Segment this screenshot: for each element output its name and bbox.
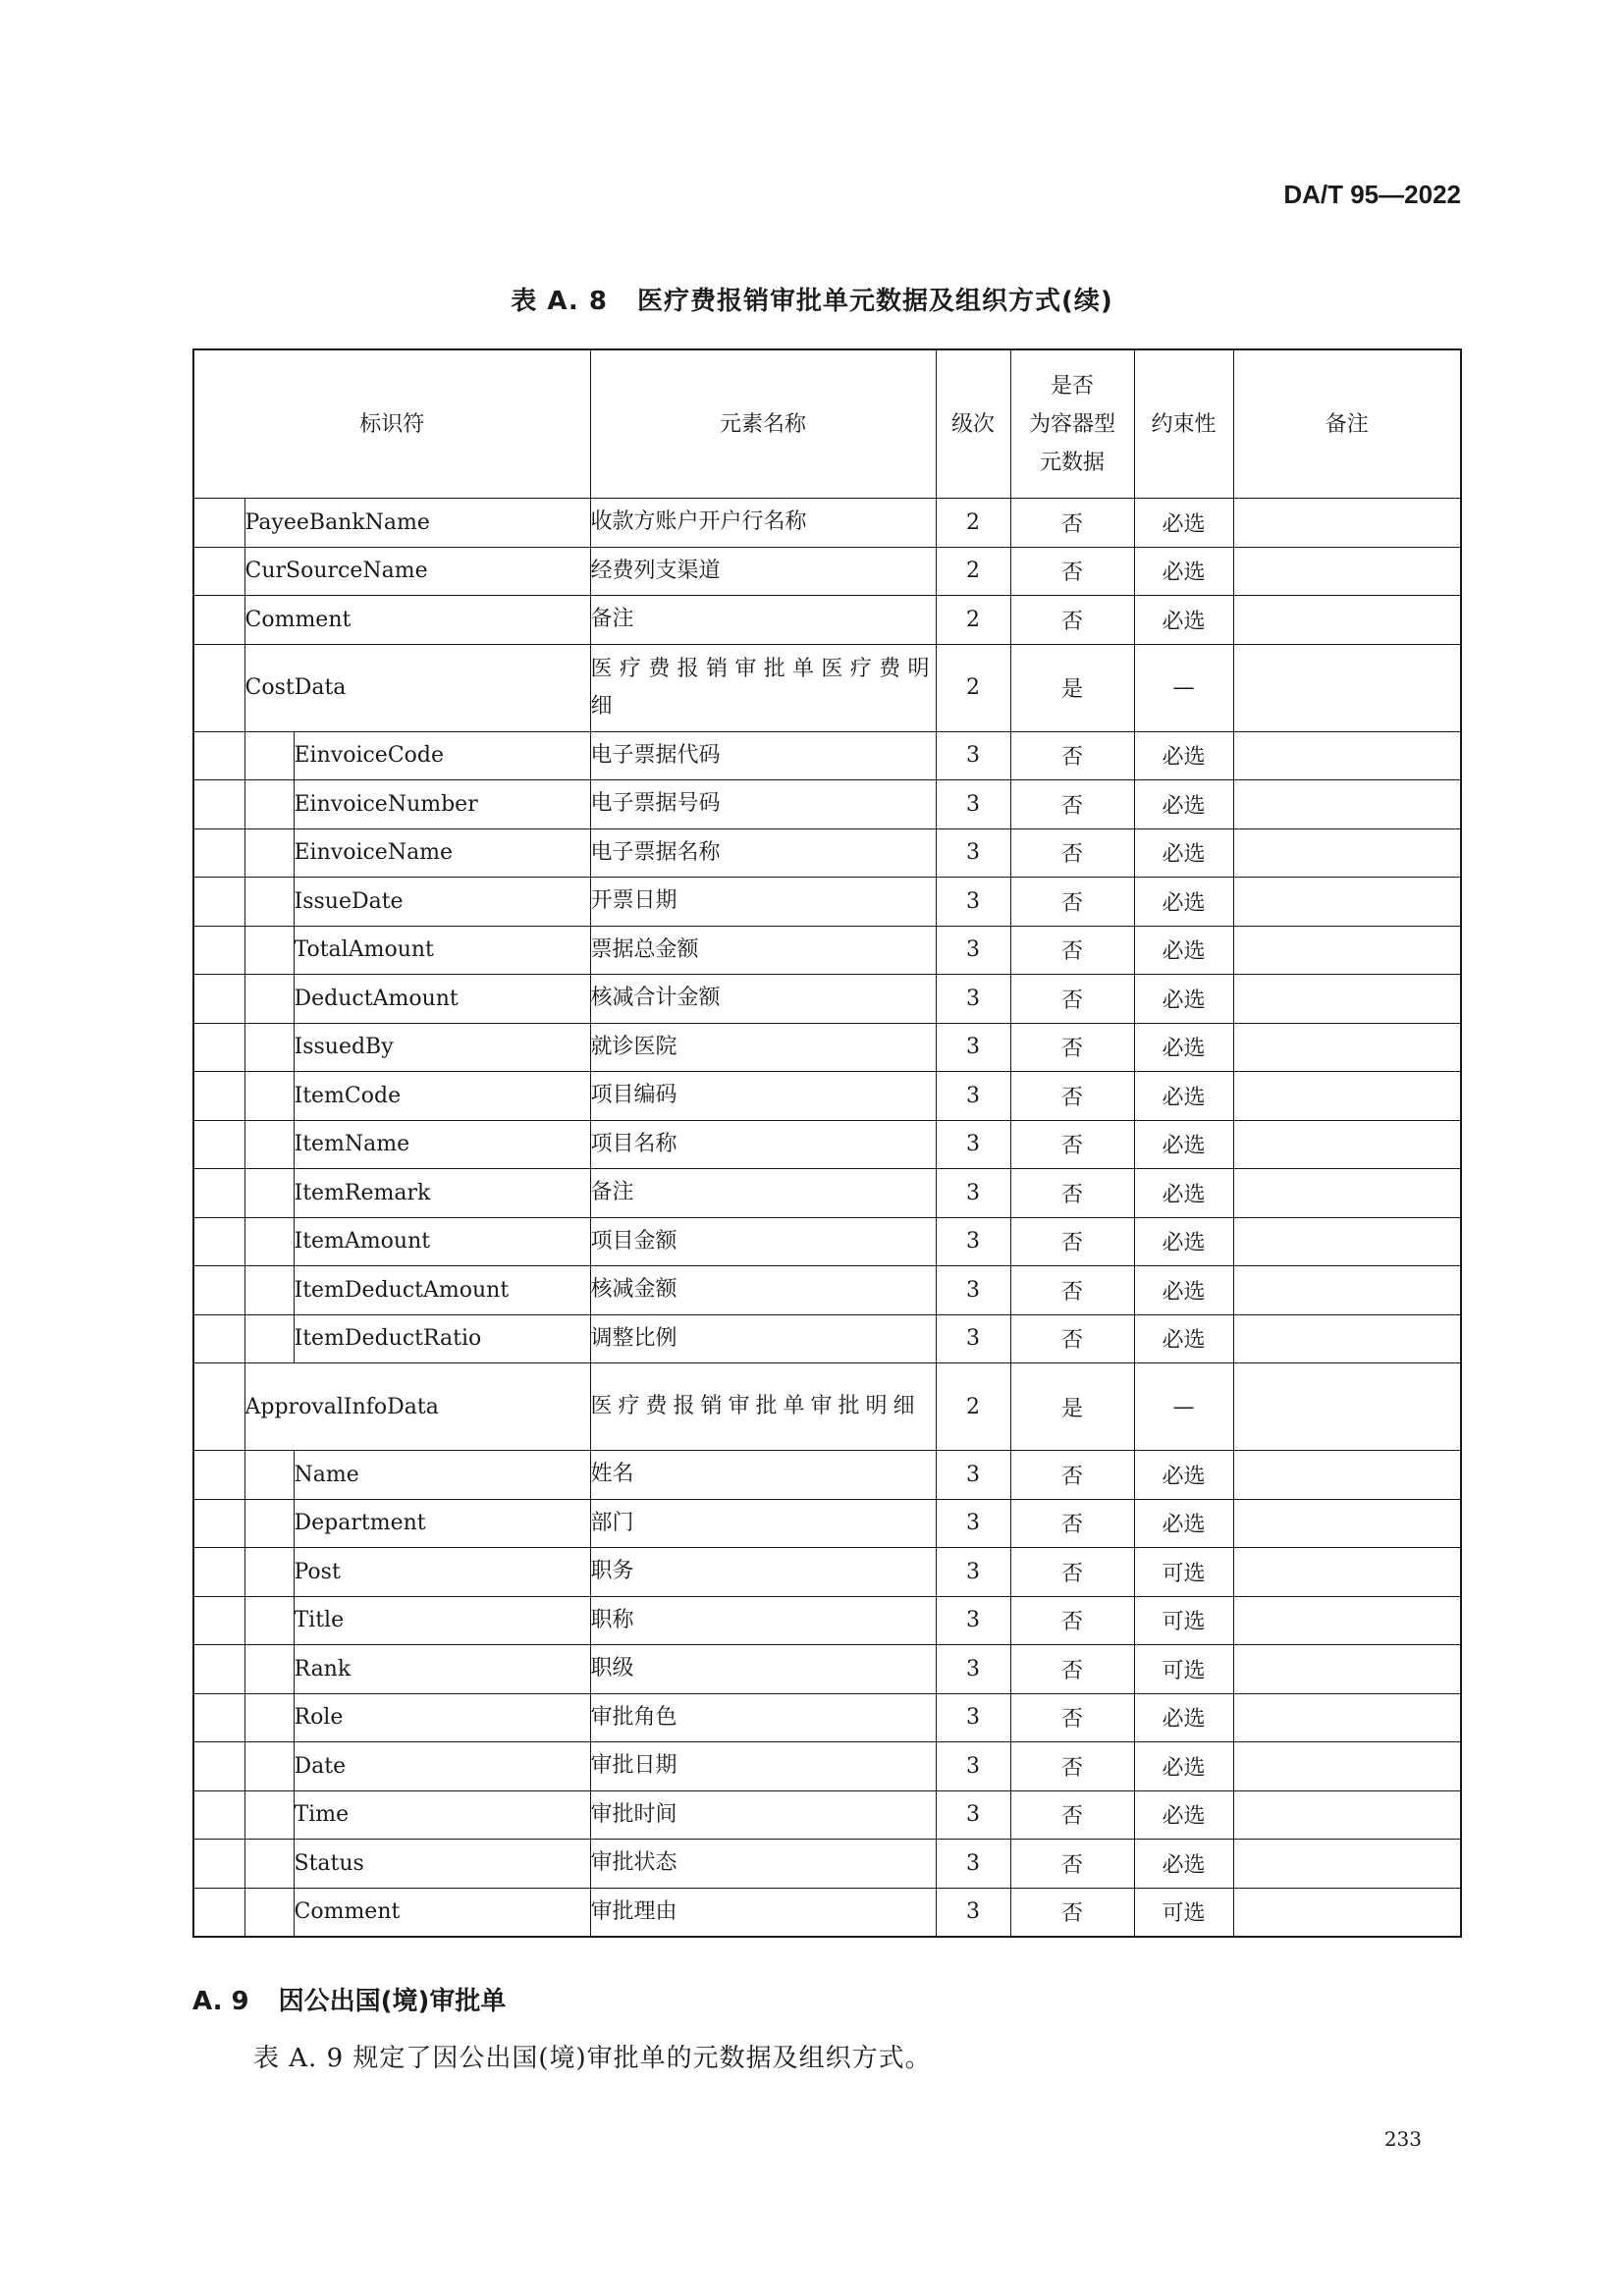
cell-container: 否 xyxy=(1010,780,1134,829)
indent-cell xyxy=(193,1314,244,1363)
cell-remark xyxy=(1233,1023,1461,1072)
cell-level: 3 xyxy=(936,1548,1010,1597)
cell-remark xyxy=(1233,1548,1461,1597)
cell-constraint: 必选 xyxy=(1134,1314,1233,1363)
table-row xyxy=(193,1169,1461,1218)
indent-cell xyxy=(244,731,294,780)
cell-container: 是 xyxy=(1010,644,1134,731)
cell-container: 否 xyxy=(1010,1790,1134,1840)
indent-cell xyxy=(193,1499,244,1548)
cell-level: 3 xyxy=(936,1790,1010,1840)
cell-constraint: 必选 xyxy=(1134,975,1233,1024)
indent-cell xyxy=(193,596,244,645)
table-header-row xyxy=(193,349,1461,499)
cell-container: 否 xyxy=(1010,1169,1134,1218)
cell-container: 否 xyxy=(1010,596,1134,645)
cell-identifier: EinvoiceCode xyxy=(294,731,590,780)
cell-identifier: Title xyxy=(294,1596,590,1645)
cell-constraint: 可选 xyxy=(1134,1888,1233,1937)
cell-identifier: Rank xyxy=(294,1645,590,1694)
cell-level: 3 xyxy=(936,1888,1010,1937)
cell-remark xyxy=(1233,499,1461,548)
cell-element-name: 职称 xyxy=(590,1596,936,1645)
cell-container: 否 xyxy=(1010,1451,1134,1500)
cell-level: 3 xyxy=(936,780,1010,829)
table-row xyxy=(193,926,1461,975)
cell-remark xyxy=(1233,1888,1461,1937)
indent-cell xyxy=(244,1217,294,1266)
cell-constraint: 必选 xyxy=(1134,1217,1233,1266)
section-number: A. 9 xyxy=(192,1987,249,2016)
table-row xyxy=(193,1266,1461,1315)
indent-cell xyxy=(193,878,244,927)
table-row xyxy=(193,1120,1461,1169)
table-row xyxy=(193,1888,1461,1937)
cell-remark xyxy=(1233,644,1461,731)
cell-element-name: 审批理由 xyxy=(590,1888,936,1937)
cell-remark xyxy=(1233,1645,1461,1694)
cell-constraint: 必选 xyxy=(1134,1742,1233,1791)
cell-level: 2 xyxy=(936,499,1010,548)
indent-cell xyxy=(244,926,294,975)
table-row xyxy=(193,975,1461,1024)
indent-cell xyxy=(193,1548,244,1597)
cell-element-name: 审批时间 xyxy=(590,1790,936,1840)
cell-identifier: PayeeBankName xyxy=(244,499,590,548)
indent-cell xyxy=(193,1451,244,1500)
cell-container: 否 xyxy=(1010,1888,1134,1937)
cell-constraint: 必选 xyxy=(1134,1790,1233,1840)
table-row xyxy=(193,1314,1461,1363)
indent-cell xyxy=(244,1266,294,1315)
cell-constraint: 必选 xyxy=(1134,1451,1233,1500)
cell-remark xyxy=(1233,975,1461,1024)
cell-remark xyxy=(1233,596,1461,645)
cell-level: 3 xyxy=(936,1266,1010,1315)
cell-identifier: IssueDate xyxy=(294,878,590,927)
cell-identifier: Status xyxy=(294,1840,590,1889)
cell-constraint: 必选 xyxy=(1134,1840,1233,1889)
cell-level: 3 xyxy=(936,1742,1010,1791)
page-number: 233 xyxy=(1383,2127,1422,2151)
cell-identifier: ApprovalInfoData xyxy=(244,1363,590,1451)
cell-container: 否 xyxy=(1010,828,1134,878)
cell-identifier: CurSourceName xyxy=(244,547,590,596)
cell-element-name: 经费列支渠道 xyxy=(590,547,936,596)
cell-container: 否 xyxy=(1010,878,1134,927)
cell-identifier: CostData xyxy=(244,644,590,731)
cell-element-name: 核减合计金额 xyxy=(590,975,936,1024)
cell-element-name: 医疗费报销审批单审批明细 xyxy=(590,1363,936,1451)
cell-identifier: EinvoiceName xyxy=(294,828,590,878)
cell-container: 否 xyxy=(1010,1314,1134,1363)
cell-level: 3 xyxy=(936,926,1010,975)
header-container-line: 为容器型 xyxy=(1029,411,1116,437)
cell-element-name: 票据总金额 xyxy=(590,926,936,975)
header-constraint: 约束性 xyxy=(1134,349,1233,499)
table-row xyxy=(193,878,1461,927)
cell-element-name: 备注 xyxy=(590,596,936,645)
table-title xyxy=(0,281,1624,317)
indent-cell xyxy=(193,1790,244,1840)
cell-remark xyxy=(1233,1499,1461,1548)
cell-identifier: ItemName xyxy=(294,1120,590,1169)
table-row xyxy=(193,731,1461,780)
indent-cell xyxy=(244,1596,294,1645)
cell-element-name: 医疗费报销审批单医疗费明细 xyxy=(590,644,936,731)
cell-element-name: 审批状态 xyxy=(590,1840,936,1889)
cell-level: 3 xyxy=(936,1023,1010,1072)
header-remark: 备注 xyxy=(1233,349,1461,499)
cell-identifier: DeductAmount xyxy=(294,975,590,1024)
cell-identifier: Date xyxy=(294,1742,590,1791)
table-row xyxy=(193,1742,1461,1791)
table-title-text: 医疗费报销审批单元数据及组织方式(续) xyxy=(636,287,1113,316)
cell-container: 否 xyxy=(1010,1072,1134,1121)
cell-remark xyxy=(1233,1742,1461,1791)
indent-cell xyxy=(244,1548,294,1597)
header-element-name: 元素名称 xyxy=(590,349,936,499)
table-row xyxy=(193,596,1461,645)
cell-identifier: ItemRemark xyxy=(294,1169,590,1218)
cell-remark xyxy=(1233,780,1461,829)
header-level: 级次 xyxy=(936,349,1010,499)
indent-cell xyxy=(244,780,294,829)
cell-identifier: Comment xyxy=(244,596,590,645)
cell-remark xyxy=(1233,926,1461,975)
cell-element-name: 电子票据名称 xyxy=(590,828,936,878)
cell-container: 否 xyxy=(1010,1217,1134,1266)
cell-level: 3 xyxy=(936,1072,1010,1121)
indent-cell xyxy=(244,878,294,927)
table-row xyxy=(193,1451,1461,1500)
cell-constraint: 必选 xyxy=(1134,828,1233,878)
cell-element-name: 调整比例 xyxy=(590,1314,936,1363)
cell-level: 3 xyxy=(936,1217,1010,1266)
cell-identifier: IssuedBy xyxy=(294,1023,590,1072)
cell-element-name: 职务 xyxy=(590,1548,936,1597)
cell-element-name: 核减金额 xyxy=(590,1266,936,1315)
cell-constraint: 必选 xyxy=(1134,1693,1233,1742)
cell-constraint: 必选 xyxy=(1134,780,1233,829)
cell-constraint: — xyxy=(1134,1363,1233,1451)
cell-container: 否 xyxy=(1010,1840,1134,1889)
section-title: 因公出国(境)审批单 xyxy=(278,1987,507,2016)
section-heading xyxy=(192,1981,506,2017)
table-row xyxy=(193,1790,1461,1840)
cell-level: 3 xyxy=(936,1451,1010,1500)
table-row xyxy=(193,1072,1461,1121)
indent-cell xyxy=(244,1023,294,1072)
cell-identifier: Department xyxy=(294,1499,590,1548)
indent-cell xyxy=(244,828,294,878)
indent-cell xyxy=(193,644,244,731)
cell-container: 否 xyxy=(1010,1693,1134,1742)
indent-cell xyxy=(193,1742,244,1791)
cell-constraint: — xyxy=(1134,644,1233,731)
cell-remark xyxy=(1233,828,1461,878)
cell-element-name: 审批角色 xyxy=(590,1693,936,1742)
header-container-line: 是否 xyxy=(1051,373,1095,399)
cell-identifier: Comment xyxy=(294,1888,590,1937)
cell-level: 3 xyxy=(936,1169,1010,1218)
indent-cell xyxy=(244,1840,294,1889)
cell-container: 否 xyxy=(1010,1266,1134,1315)
indent-cell xyxy=(244,1169,294,1218)
cell-container: 否 xyxy=(1010,1499,1134,1548)
indent-cell xyxy=(244,1645,294,1694)
cell-constraint: 必选 xyxy=(1134,1120,1233,1169)
cell-level: 3 xyxy=(936,1596,1010,1645)
table-row xyxy=(193,499,1461,548)
cell-level: 2 xyxy=(936,644,1010,731)
header-container-line: 元数据 xyxy=(1040,450,1106,475)
cell-constraint: 可选 xyxy=(1134,1548,1233,1597)
table-row xyxy=(193,1645,1461,1694)
indent-cell xyxy=(244,1451,294,1500)
cell-container: 否 xyxy=(1010,731,1134,780)
cell-container: 否 xyxy=(1010,1023,1134,1072)
table-row xyxy=(193,1840,1461,1889)
indent-cell xyxy=(193,926,244,975)
table-row xyxy=(193,547,1461,596)
cell-level: 2 xyxy=(936,1363,1010,1451)
cell-level: 3 xyxy=(936,1314,1010,1363)
indent-cell xyxy=(244,1888,294,1937)
cell-constraint: 必选 xyxy=(1134,1266,1233,1315)
cell-container: 否 xyxy=(1010,1120,1134,1169)
table-row xyxy=(193,780,1461,829)
cell-identifier: TotalAmount xyxy=(294,926,590,975)
cell-constraint: 可选 xyxy=(1134,1596,1233,1645)
cell-level: 3 xyxy=(936,878,1010,927)
indent-cell xyxy=(193,1072,244,1121)
cell-element-name: 备注 xyxy=(590,1169,936,1218)
cell-identifier: ItemDeductAmount xyxy=(294,1266,590,1315)
cell-constraint: 可选 xyxy=(1134,1645,1233,1694)
cell-identifier: ItemCode xyxy=(294,1072,590,1121)
cell-remark xyxy=(1233,1120,1461,1169)
cell-remark xyxy=(1233,547,1461,596)
cell-level: 3 xyxy=(936,1499,1010,1548)
indent-cell xyxy=(193,780,244,829)
indent-cell xyxy=(244,1742,294,1791)
cell-remark xyxy=(1233,1790,1461,1840)
standard-code: DA/T 95—2022 xyxy=(1283,180,1461,209)
header-container xyxy=(1010,349,1134,499)
indent-cell xyxy=(193,1363,244,1451)
indent-cell xyxy=(193,1693,244,1742)
cell-element-name: 项目金额 xyxy=(590,1217,936,1266)
cell-remark xyxy=(1233,1266,1461,1315)
indent-cell xyxy=(193,1596,244,1645)
indent-cell xyxy=(244,1499,294,1548)
indent-cell xyxy=(193,1217,244,1266)
indent-cell xyxy=(244,1693,294,1742)
cell-element-name: 开票日期 xyxy=(590,878,936,927)
table-id: 表 A. 8 xyxy=(511,287,608,316)
cell-level: 3 xyxy=(936,731,1010,780)
cell-element-name: 姓名 xyxy=(590,1451,936,1500)
cell-element-name: 收款方账户开户行名称 xyxy=(590,499,936,548)
cell-constraint: 必选 xyxy=(1134,499,1233,548)
cell-constraint: 必选 xyxy=(1134,926,1233,975)
cell-level: 3 xyxy=(936,975,1010,1024)
cell-level: 3 xyxy=(936,1693,1010,1742)
cell-level: 2 xyxy=(936,596,1010,645)
cell-element-name: 部门 xyxy=(590,1499,936,1548)
cell-level: 2 xyxy=(936,547,1010,596)
cell-level: 3 xyxy=(936,1120,1010,1169)
indent-cell xyxy=(244,1790,294,1840)
cell-identifier: EinvoiceNumber xyxy=(294,780,590,829)
indent-cell xyxy=(244,1072,294,1121)
cell-level: 3 xyxy=(936,1840,1010,1889)
cell-container: 否 xyxy=(1010,975,1134,1024)
indent-cell xyxy=(193,1840,244,1889)
cell-remark xyxy=(1233,1314,1461,1363)
table-row xyxy=(193,1217,1461,1266)
cell-identifier: Name xyxy=(294,1451,590,1500)
table-row xyxy=(193,1548,1461,1597)
cell-element-name: 项目名称 xyxy=(590,1120,936,1169)
cell-container: 否 xyxy=(1010,1645,1134,1694)
section-paragraph: 表 A. 9 规定了因公出国(境)审批单的元数据及组织方式。 xyxy=(253,2044,932,2073)
indent-cell xyxy=(193,499,244,548)
header-identifier: 标识符 xyxy=(193,349,590,499)
cell-remark xyxy=(1233,878,1461,927)
cell-element-name: 电子票据代码 xyxy=(590,731,936,780)
cell-container: 否 xyxy=(1010,547,1134,596)
cell-constraint: 必选 xyxy=(1134,1169,1233,1218)
cell-remark xyxy=(1233,1072,1461,1121)
cell-identifier: Role xyxy=(294,1693,590,1742)
indent-cell xyxy=(193,1120,244,1169)
cell-identifier: ItemDeductRatio xyxy=(294,1314,590,1363)
cell-container: 否 xyxy=(1010,1596,1134,1645)
indent-cell xyxy=(193,1888,244,1937)
cell-container: 否 xyxy=(1010,926,1134,975)
table-row xyxy=(193,828,1461,878)
cell-identifier: Post xyxy=(294,1548,590,1597)
indent-cell xyxy=(193,1645,244,1694)
cell-remark xyxy=(1233,1451,1461,1500)
cell-container: 是 xyxy=(1010,1363,1134,1451)
cell-remark xyxy=(1233,731,1461,780)
cell-remark xyxy=(1233,1169,1461,1218)
cell-remark xyxy=(1233,1363,1461,1451)
indent-cell xyxy=(193,1023,244,1072)
indent-cell xyxy=(193,1169,244,1218)
cell-element-name: 职级 xyxy=(590,1645,936,1694)
indent-cell xyxy=(244,1120,294,1169)
cell-constraint: 必选 xyxy=(1134,1499,1233,1548)
cell-level: 3 xyxy=(936,828,1010,878)
cell-element-name: 审批日期 xyxy=(590,1742,936,1791)
indent-cell xyxy=(193,547,244,596)
cell-remark xyxy=(1233,1693,1461,1742)
cell-constraint: 必选 xyxy=(1134,547,1233,596)
indent-cell xyxy=(193,828,244,878)
cell-remark xyxy=(1233,1840,1461,1889)
indent-cell xyxy=(244,975,294,1024)
table-row xyxy=(193,1693,1461,1742)
cell-constraint: 必选 xyxy=(1134,1023,1233,1072)
cell-identifier: ItemAmount xyxy=(294,1217,590,1266)
cell-constraint: 必选 xyxy=(1134,596,1233,645)
metadata-table xyxy=(192,348,1462,1938)
cell-constraint: 必选 xyxy=(1134,1072,1233,1121)
cell-element-name: 就诊医院 xyxy=(590,1023,936,1072)
table-row xyxy=(193,1499,1461,1548)
cell-constraint: 必选 xyxy=(1134,731,1233,780)
cell-constraint: 必选 xyxy=(1134,878,1233,927)
cell-container: 否 xyxy=(1010,499,1134,548)
indent-cell xyxy=(193,731,244,780)
table-row xyxy=(193,1363,1461,1451)
cell-container: 否 xyxy=(1010,1742,1134,1791)
indent-cell xyxy=(193,1266,244,1315)
table-body xyxy=(193,499,1461,1938)
cell-identifier: Time xyxy=(294,1790,590,1840)
table-row xyxy=(193,1596,1461,1645)
indent-cell xyxy=(193,975,244,1024)
cell-remark xyxy=(1233,1596,1461,1645)
cell-element-name: 项目编码 xyxy=(590,1072,936,1121)
table-row xyxy=(193,644,1461,731)
indent-cell xyxy=(244,1314,294,1363)
cell-container: 否 xyxy=(1010,1548,1134,1597)
cell-level: 3 xyxy=(936,1645,1010,1694)
cell-remark xyxy=(1233,1217,1461,1266)
cell-element-name: 电子票据号码 xyxy=(590,780,936,829)
table-row xyxy=(193,1023,1461,1072)
